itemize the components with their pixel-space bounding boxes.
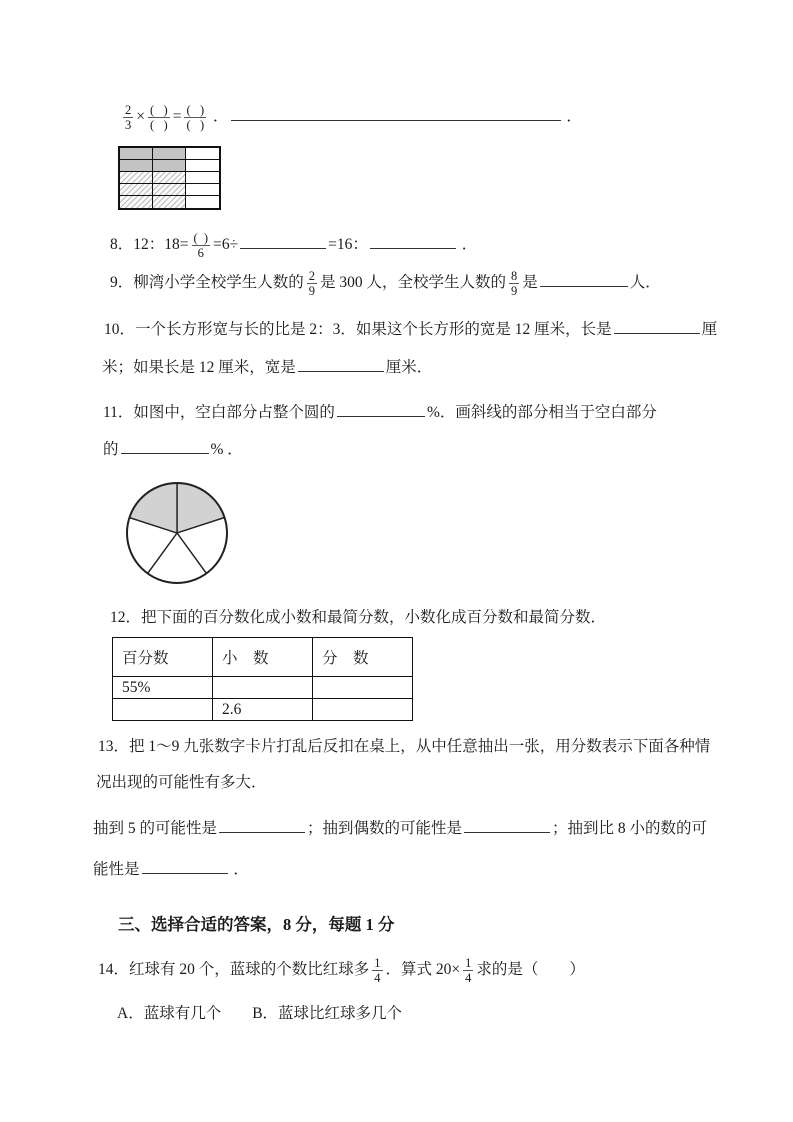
text-segment: %．画斜线的部分相当于空白部分 (426, 404, 657, 421)
text-segment: 求的是（ ） (476, 961, 585, 978)
fraction: $\frac{( )}{( )}$ (186, 102, 205, 132)
text-segment: A．蓝球有几个 B．蓝球比红球多几个 (117, 1005, 403, 1022)
text-segment: 9．柳湾小学全校学生人数的 (110, 274, 304, 291)
conv-table-cell (113, 699, 213, 721)
conversion-table (112, 637, 413, 721)
shaded-grid-figure (118, 146, 221, 210)
grid-cell-hatch (120, 172, 153, 184)
text-segment: 的 (103, 441, 119, 458)
grid-cell-gray (120, 160, 153, 172)
text-segment: × (136, 108, 145, 125)
text-segment: % ． (210, 441, 243, 458)
conv-table-header: 分 数 (313, 638, 413, 677)
answer-blank (614, 317, 700, 334)
text-segment: ．算式 20× (385, 961, 461, 978)
answer-blank (121, 437, 209, 454)
text-segment: 况出现的可能性有多大． (96, 774, 267, 791)
grid-cell-white (186, 184, 219, 196)
conv-table-header: 小 数 (213, 638, 313, 677)
q13-blanks-line-2 (93, 857, 249, 882)
q14-options-line (117, 1002, 402, 1026)
text-segment: ． (457, 236, 478, 253)
text-segment: ． (229, 861, 249, 878)
pie-chart-svg (125, 481, 229, 585)
q13-line-1 (98, 735, 710, 759)
fraction: $\frac{1}{4}$ (374, 955, 381, 985)
grid-cell-hatch (120, 184, 153, 196)
grid-cell-gray (120, 148, 153, 160)
text-segment: = (172, 108, 182, 125)
fraction: $\frac{2}{9}$ (308, 268, 316, 298)
answer-blank (370, 232, 456, 249)
answer-blank (540, 270, 628, 287)
text-segment: 8．12：18= (110, 236, 189, 253)
q11-line-1 (103, 400, 657, 425)
grid-cell-gray (153, 160, 186, 172)
text-segment: 三、选择合适的答案，8 分，每题 1 分 (118, 915, 395, 934)
conv-table-cell (213, 677, 313, 699)
grid-cell-hatch (120, 196, 153, 208)
answer-blank (142, 857, 228, 874)
fraction: $\frac{( )}{6}$ (193, 230, 209, 260)
grid-cell-hatch (153, 172, 186, 184)
q8-line (110, 227, 477, 263)
text-segment: 抽到 5 的可能性是 (93, 820, 218, 837)
grid-cell-hatch (153, 184, 186, 196)
grid-cell-white (186, 172, 219, 184)
conv-table-cell (313, 699, 413, 721)
grid-cell-white (186, 196, 219, 208)
q14-line (98, 952, 585, 988)
table-row (113, 699, 413, 721)
text-segment: 人． (629, 274, 661, 291)
answer-blank (219, 816, 305, 833)
text-segment: 14．红球有 20 个，蓝球的个数比红球多 (98, 961, 370, 978)
q13-line-2 (96, 771, 267, 795)
grid-cell-gray (153, 148, 186, 160)
answer-blank (337, 400, 425, 417)
text-segment: 10．一个长方形宽与长的比是 2：3．如果这个长方形的宽是 12 厘米，长是 (104, 321, 612, 338)
text-segment: 是 (522, 274, 538, 291)
text-segment: 13．把 1～9 九张数字卡片打乱后反扣在桌上，从中任意抽出一张，用分数表示下面各种情 (98, 738, 711, 755)
conv-table-cell: 2.6 (213, 699, 313, 721)
q10-line-2 (102, 355, 432, 380)
text-segment: 是 300 人，全校学生人数的 (320, 274, 507, 291)
grid-cell-white (186, 148, 219, 160)
text-segment: 米；如果长是 12 厘米，宽是 (102, 359, 296, 376)
fraction: $\frac{1}{4}$ (465, 955, 472, 985)
conv-table-cell: 55% (113, 677, 213, 699)
section-3-heading (118, 913, 394, 937)
conv-table-cell (313, 677, 413, 699)
text-segment: 厘米． (385, 359, 433, 376)
text-segment: ． (209, 108, 229, 125)
answer-blank (298, 355, 384, 372)
text-segment: 能性是 (93, 861, 140, 878)
text-segment: 12．把下面的百分数化成小数和最简分数，小数化成百分数和最简分数． (110, 609, 607, 626)
table-row (113, 677, 413, 699)
q11-line-2 (103, 437, 243, 462)
text-segment: =6÷ (213, 236, 239, 253)
text-segment: ；抽到偶数的可能性是 (307, 820, 463, 837)
conv-table-header: 百分数 (113, 638, 213, 677)
q9-line (110, 265, 661, 301)
q10-line-1 (104, 317, 717, 342)
q13-blanks-line-1 (93, 816, 707, 841)
q12-intro-line (110, 606, 606, 630)
fraction: $\frac{2}{3}$ (125, 102, 132, 132)
grid-cell-white (186, 160, 219, 172)
answer-blank (464, 816, 550, 833)
fraction: $\frac{8}{9}$ (511, 268, 518, 298)
q7-equation-line (120, 99, 582, 135)
fraction: $\frac{( )}{( )}$ (150, 102, 168, 132)
grid-cell-hatch (153, 196, 186, 208)
answer-blank (240, 232, 326, 249)
text-segment: 11．如图中，空白部分占整个圆的 (103, 404, 335, 421)
text-segment: 厘 (701, 321, 718, 338)
text-segment: ；抽到比 8 小的数的可 (552, 820, 708, 837)
answer-blank (231, 104, 561, 121)
text-segment: ． (562, 108, 582, 125)
pie-chart-figure (125, 481, 229, 585)
text-segment: =16： (328, 236, 368, 253)
